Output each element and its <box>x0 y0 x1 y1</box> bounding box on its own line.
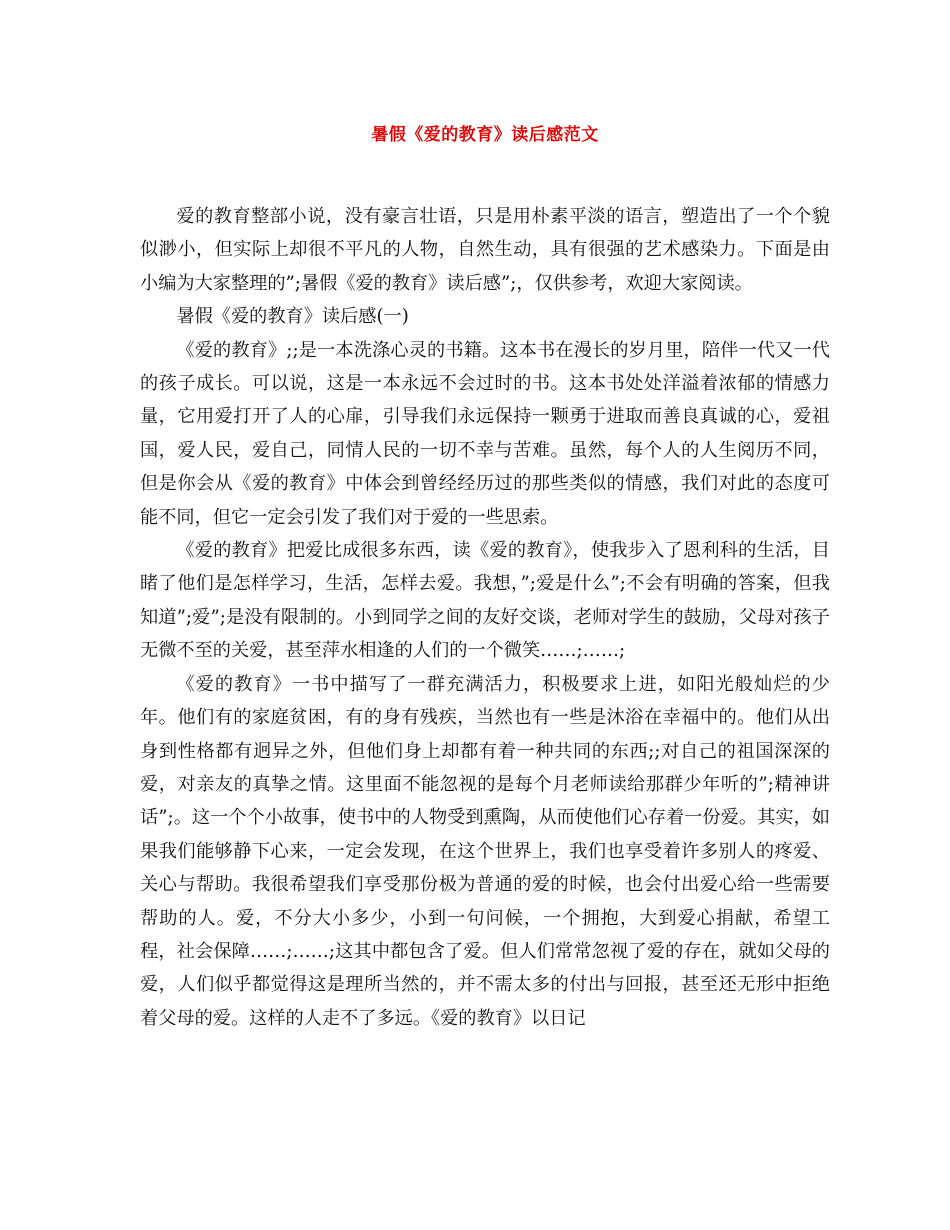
paragraph-1: 《爱的教育》;;是一本洗涤心灵的书籍。这本书在漫长的岁月里，陪伴一代又一代的孩子成长。可以说，这是一本永远不会过时的书。这本书处处洋溢着浓郁的情感力量，它用爱打开了人的心扉，引导我们永远保持一颗勇于进取而善良真诚的心，爱祖国，爱人民，爱自己，同情人民的一切不幸与苦难。虽然，每个人的人生阅历不同，但是你会从《爱的教育》中体会到曾经经历过的那些类似的情感，我们对此的态度可能不同，但它一定会引发了我们对于爱的一些思索。 <box>140 339 830 528</box>
document-title: 暑假《爱的教育》读后感范文 <box>371 125 599 145</box>
paragraph-2: 《爱的教育》把爱比成很多东西，读《爱的教育》，使我步入了恩利科的生活，目睹了他们是怎样学习，生活，怎样去爱。我想，”;爱是什么”;不会有明确的答案，但我知道”;爱”;是没有限制的。小到同学之间的友好交谈，老师对学生的鼓励，父母对孩子无微不至的关爱，甚至萍水相逢的人们的一个微笑……;……; <box>140 540 830 662</box>
section-heading: 暑假《爱的教育》读后感(一) <box>176 306 409 328</box>
paragraph-intro: 爱的教育整部小说，没有豪言壮语，只是用朴素平淡的语言，塑造出了一个个貌似渺小，但实际上却很不平凡的人物，自然生动，具有很强的艺术感染力。下面是由小编为大家整理的”;暑假《爱的教育》读后感”;，仅供参考，欢迎大家阅读。 <box>140 206 830 294</box>
paragraph-3: 《爱的教育》一书中描写了一群充满活力，积极要求上进，如阳光般灿烂的少年。他们有的家庭贫困，有的身有残疾，当然也有一些是沐浴在幸福中的。他们从出身到性格都有迥异之外，但他们身上却都有着一种共同的东西;;对自己的祖国深深的爱，对亲友的真挚之情。这里面不能忽视的是每个月老师读给那群少年听的”;精神讲话”;。这一个个小故事，使书中的人物受到熏陶，从而使他们心存着一份爱。其实，如果我们能够静下心来，一定会发现，在这个世界上，我们也享受着许多别人的疼爱、关心与帮助。我很希望我们享受那份极为普通的爱的时候，也会付出爱心给一些需要帮助的人。爱，不分大小多少，小到一句问候，一个拥抱，大到爱心捐献，希望工程，社会保障……;……;这其中都包含了爱。但人们常常忽视了爱的存在，就如父母的爱，人们似乎都觉得这是理所当然的，并不需太多的付出与回报，甚至还无形中拒绝着父母的爱。这样的人走不了多远。《爱的教育》以日记 <box>140 673 830 1029</box>
